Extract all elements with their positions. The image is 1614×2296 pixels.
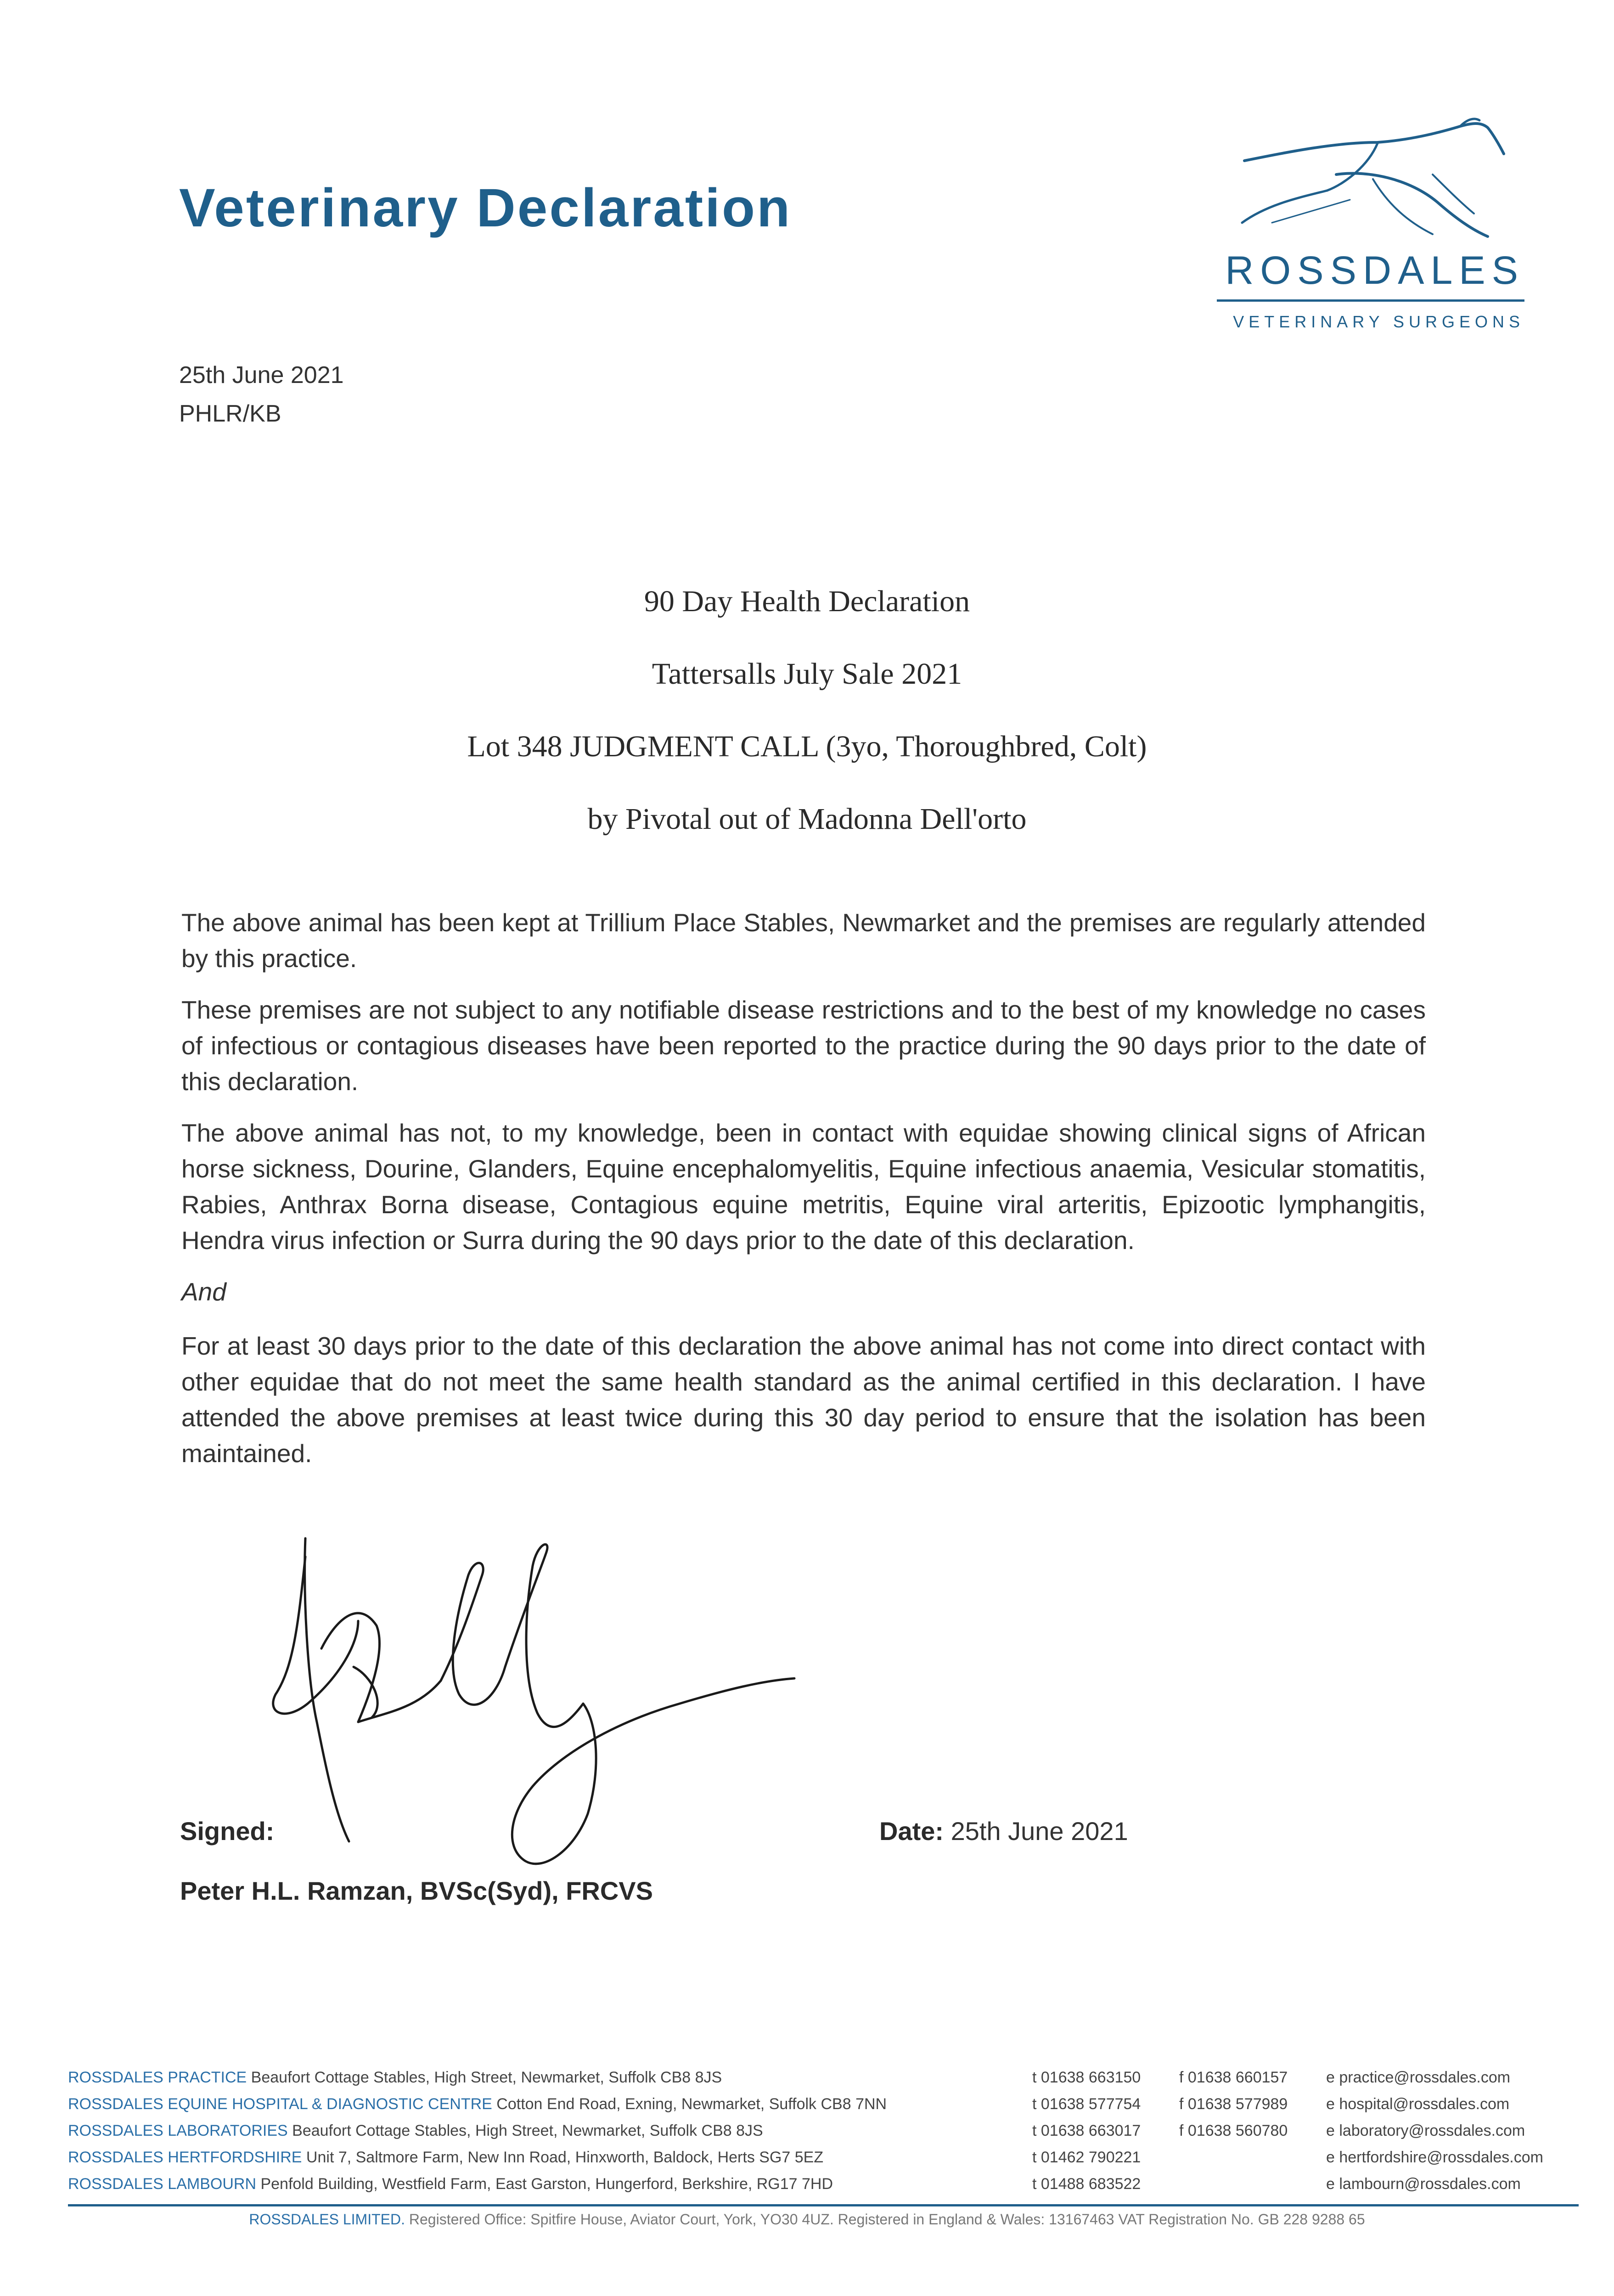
footer-row [68,2117,1560,2144]
heading-pedigree: by Pivotal out of Madonna Dell'orto [587,802,1027,836]
body-paragraph-isolation: For at least 30 days prior to the date of this declaration the above animal has not come into direct contact with other equidae that do not meet the same health standard as the animal certified in this declaration. I have attended the above premises at least twice during this 30 day period to ensure that the isolation has been maintained. [181,1332,1426,1468]
signed-label: Signed: [180,1817,275,1846]
heading-lot: Lot 348 JUDGMENT CALL (3yo, Thoroughbred, Colt) [467,730,1147,763]
body-conjunction: And [181,1277,226,1306]
declaration-body [181,905,1426,1487]
footer-office-name: ROSSDALES EQUINE HOSPITAL & DIAGNOSTIC CENTRE [68,2095,492,2113]
signer-name: Peter H.L. Ramzan, BVSc(Syd), FRCVS [180,1876,653,1905]
footer-office-address: Penfold Building, Westfield Farm, East Garston, Hungerford, Berkshire, RG17 7HD [260,2175,833,2193]
heading-sale: Tattersalls July Sale 2021 [652,657,962,691]
rossdales-logo [1203,110,1524,349]
rossdales-horse-logo-icon [1217,110,1524,248]
logo-wordmark: ROSSDALES [1225,248,1524,293]
footer-fax: f 01638 660157 [1179,2069,1288,2086]
heading-declaration-type: 90 Day Health Declaration [644,585,970,618]
footer-email: e hospital@rossdales.com [1326,2095,1510,2113]
footer-contacts [68,2064,1560,2197]
registered-company-name: ROSSDALES LIMITED. [249,2211,405,2228]
letter-reference: PHLR/KB [179,400,281,427]
body-paragraph-restrictions: These premises are not subject to any notifiable disease restrictions and to the best of my knowledge no cases of infectious or contagious diseases have been reported to the practice during the 90 days prior to the date of this declaration. [181,996,1426,1096]
footer-phone: t 01638 663150 [1032,2069,1141,2086]
logo-subtitle: VETERINARY SURGEONS [1233,312,1524,331]
footer-phone: t 01488 683522 [1032,2175,1141,2193]
footer-row [68,2144,1560,2171]
date-label: Date: [879,1817,944,1846]
registered-office-details: Registered Office: Spitfire House, Aviator Court, York, YO30 4UZ. Registered in England & Wales: 13167463 VAT Registration No. GB 228 9288 65 [409,2211,1365,2228]
body-paragraph-premises: The above animal has been kept at Trillium Place Stables, Newmarket and the premises are regularly attended by this practice. [181,908,1426,973]
footer-divider [68,2204,1579,2206]
footer-office-address: Cotton End Road, Exning, Newmarket, Suffolk CB8 7NN [496,2095,887,2113]
footer-phone: t 01638 663017 [1032,2122,1141,2139]
footer-phone: t 01638 577754 [1032,2095,1141,2113]
footer-office-address: Unit 7, Saltmore Farm, New Inn Road, Hinxworth, Baldock, Herts SG7 5EZ [306,2149,824,2166]
footer-row [68,2091,1560,2117]
footer-row [68,2064,1560,2091]
letter-meta [179,356,344,433]
footer-email: e laboratory@rossdales.com [1326,2122,1525,2139]
footer-row [68,2171,1560,2197]
footer-office-name: ROSSDALES LABORATORIES [68,2122,288,2139]
footer-office-name: ROSSDALES PRACTICE [68,2069,247,2086]
footer-fax: f 01638 577989 [1179,2095,1288,2113]
footer-office-name: ROSSDALES HERTFORDSHIRE [68,2149,302,2166]
declaration-headings [0,581,1614,871]
logo-divider [1217,299,1524,302]
footer-email: e lambourn@rossdales.com [1326,2175,1521,2193]
footer-fax: f 01638 560780 [1179,2122,1288,2139]
footer-office-address: Beaufort Cottage Stables, High Street, Newmarket, Suffolk CB8 8JS [292,2122,763,2139]
footer-email: e hertfordshire@rossdales.com [1326,2149,1543,2166]
page-title: Veterinary Declaration [179,178,792,238]
body-paragraph-diseases: The above animal has not, to my knowledge, been in contact with equidae showing clinical signs of African horse sickness, Dourine, Glanders, Equine encephalomyelitis, Equine infectious anaemia, Vesicular stomatitis, Rabies, Anthrax Borna disease, Contagious equine metritis, Equine viral arteritis, Epizootic lymphangitis, Hendra virus infection or Surra during the 90 days prior to the date of this declaration. [181,1119,1426,1255]
letter-date: 25th June 2021 [179,362,344,388]
footer-phone: t 01462 790221 [1032,2149,1141,2166]
date-value: 25th June 2021 [950,1817,1128,1846]
footer-office-address: Beaufort Cottage Stables, High Street, Newmarket, Suffolk CB8 8JS [251,2069,722,2086]
signature-date [879,1816,1128,1846]
footer-office-name: ROSSDALES LAMBOURN [68,2175,256,2193]
footer-email: e practice@rossdales.com [1326,2069,1511,2086]
registered-office-line [0,2211,1614,2228]
